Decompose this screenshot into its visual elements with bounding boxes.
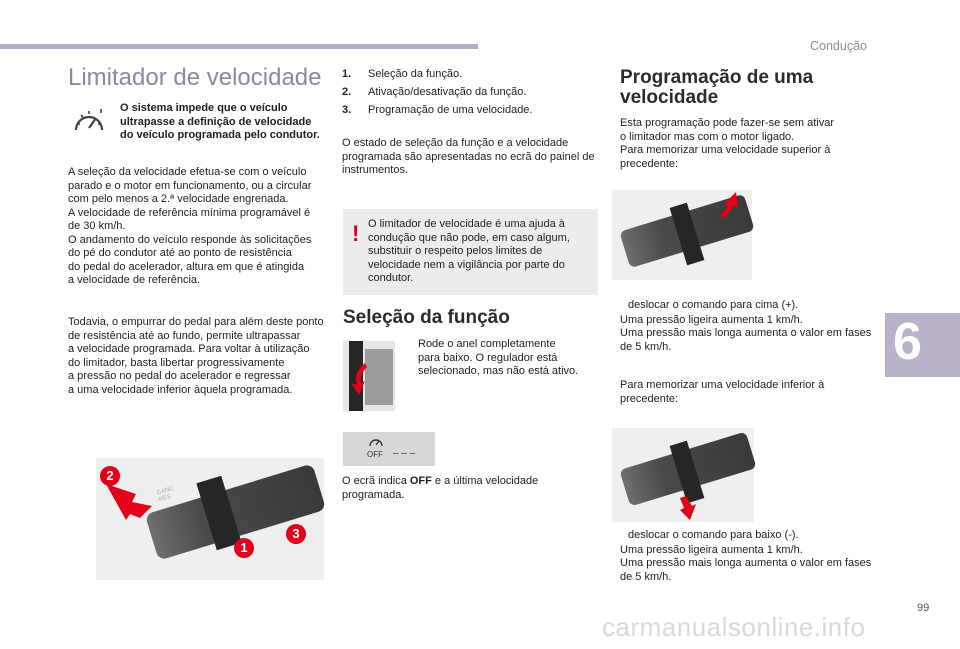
paragraph-lower [620, 379, 860, 406]
chapter-title: Condução [810, 39, 867, 53]
title-line: Programação de uma [620, 67, 814, 88]
instrument-display [343, 432, 435, 466]
list-number: 3. [342, 104, 352, 116]
text-line: a pressão no pedal do acelerador e regressar [68, 370, 291, 382]
paragraph-programming [620, 117, 860, 171]
text-line: condução que não pode, em caso algum, [368, 231, 570, 244]
text-line: velocidade nem a vigilância por parte do [368, 258, 565, 271]
text-line: O andamento do veículo responde às solicitações [68, 233, 312, 246]
text-line: A velocidade de referência mínima programável é [68, 206, 311, 219]
text-line: Uma pressão ligeira aumenta 1 km/h. [620, 313, 803, 326]
list-number: 2. [342, 86, 352, 98]
top-rule [0, 44, 478, 49]
text-line: programada são apresentadas no ecrã do painel de [342, 150, 595, 163]
stalk-illustration-ring [343, 341, 395, 411]
list-number: 1. [342, 68, 352, 80]
text-line: de resistência até ao fundo, permite ultrapassar [68, 329, 301, 342]
text-line: Para memorizar uma velocidade superior à [620, 144, 831, 156]
list-item [342, 68, 592, 82]
intro-bold-text: O sistema impede que o veículo ultrapasse a definição de velocidade do veículo programada pelo condutor. [120, 102, 320, 141]
stalk-illustration-down [612, 428, 754, 522]
off-text-post: e a última velocidade [431, 475, 539, 487]
paragraph-status [342, 137, 600, 178]
callout-3: 3 [286, 524, 306, 544]
text-line: a velocidade programada. Para voltar à utilização [68, 343, 310, 355]
text-line: precedente: [620, 392, 679, 405]
speed-limiter-icon [72, 106, 106, 136]
text-line: instrumentos. [342, 164, 409, 176]
text-line: Todavia, o empurrar do pedal para além deste ponto [68, 316, 324, 328]
display-off: OFF [367, 450, 383, 459]
text-line: selecionado, mas não está ativo. [418, 365, 579, 377]
list-text: Ativação/desativação da função. [368, 86, 527, 98]
text-line [342, 475, 592, 489]
list-text: Programação de uma velocidade. [368, 104, 533, 116]
warning-text [368, 218, 590, 286]
text-span: deslocar o comando para cima (+). [628, 299, 799, 311]
text-line: para baixo. O regulador está [418, 351, 558, 364]
text-line: de 5 km/h. [620, 570, 672, 583]
text-line [620, 299, 880, 314]
off-text-pre: O ecrã indica [342, 475, 410, 487]
stalk-canc: CANC [156, 485, 175, 497]
red-arrow-icon [96, 458, 324, 580]
text-line: Rode o anel completamente [418, 338, 556, 350]
text-line: o limitador mas com o motor ligado. [620, 130, 795, 143]
callout-1: 1 [234, 538, 254, 558]
paragraph-override [68, 316, 330, 397]
text-line: programada. [342, 488, 405, 501]
section-title-selection: Seleção da função [343, 307, 510, 328]
text-line: A seleção da velocidade efetua-se com o veículo [68, 166, 307, 178]
text-line: de 5 km/h. [620, 340, 672, 353]
page-number: 99 [917, 602, 930, 614]
text-line: O estado de seleção da função e a velocidade [342, 137, 569, 149]
text-line: parado e o motor em funcionamento, ou a circular [68, 179, 312, 192]
chapter-number: 6 [893, 313, 922, 371]
down-arrow-icon [612, 428, 754, 522]
stalk-res: RES [158, 493, 172, 504]
step-down [620, 529, 880, 584]
list-text: Seleção da função. [368, 68, 463, 80]
text-line: condutor. [368, 272, 414, 284]
text-line: Uma pressão mais longa aumenta o valor em fases [620, 327, 872, 339]
text-line: precedente: [620, 157, 679, 170]
step-select [404, 338, 594, 379]
numbered-list [342, 68, 592, 122]
section-title-programming [620, 68, 813, 108]
rotate-arrow-icon [343, 341, 395, 411]
off-paragraph [342, 475, 592, 502]
text-line: de 30 km/h. [68, 220, 126, 232]
stalk-illustration-up [612, 190, 752, 280]
warning-icon: ! [352, 221, 360, 246]
list-item [342, 104, 592, 118]
text-line: do pedal do acelerador, altura em que é atingida [68, 260, 305, 273]
speed-limiter-icon [369, 436, 383, 448]
text-line: Para memorizar uma velocidade inferior à [620, 379, 825, 391]
callout-2: 2 [100, 466, 120, 486]
text-line: a velocidade de referência. [68, 274, 201, 286]
text-line: do pé do condutor até ao ponto de resistência [68, 247, 292, 259]
text-line: Uma pressão ligeira aumenta 1 km/h. [620, 543, 803, 556]
off-text-bold: OFF [409, 475, 432, 487]
text-line: do limitador, basta libertar progressivamente [68, 356, 285, 369]
stalk-illustration-main [96, 458, 324, 580]
text-line: Esta programação pode fazer-se sem ativar [620, 117, 834, 129]
watermark[interactable]: carmanualsonline.info [602, 612, 866, 642]
text-line: a uma velocidade inferior àquela programada. [68, 383, 293, 396]
up-arrow-icon [612, 190, 752, 280]
text-span: deslocar o comando para baixo (-). [628, 529, 799, 541]
paragraph-selection [68, 166, 328, 288]
title-line: velocidade [620, 87, 719, 108]
text-line: Uma pressão mais longa aumenta o valor em fases [620, 557, 872, 569]
page-title: Limitador de velocidade [68, 64, 322, 91]
list-item [342, 86, 592, 100]
text-line [620, 529, 880, 544]
text-line: O limitador de velocidade é uma ajuda à [368, 218, 565, 230]
text-line: com pelo menos a 2.ª velocidade engrenada. [68, 193, 289, 205]
display-dashes: – – – [393, 448, 416, 459]
step-up [620, 299, 880, 354]
text-line: substituir o respeito pelos limites de [368, 245, 543, 257]
